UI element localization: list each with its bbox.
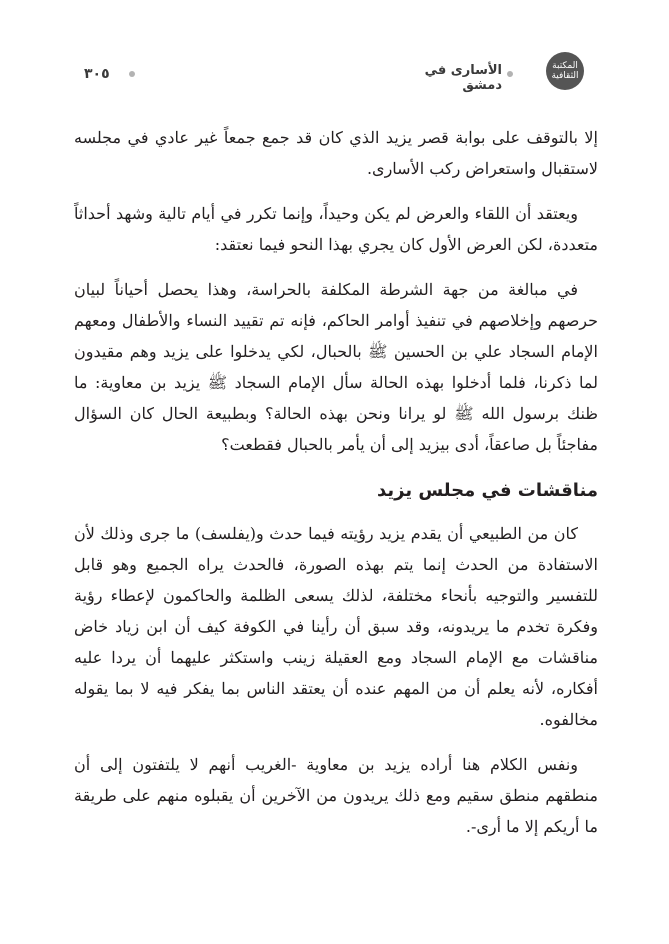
separator-dot	[507, 71, 513, 77]
paragraph: ونفس الكلام هنا أراده يزيد بن معاوية -الغريب أنهم لا يلتفتون إلى أن منطقهم منطق سقيم ومع ذلك يريدون من الآخرين أن يقبلوه منهم على طريقة ما أريكم إلا ما أرى-.	[74, 755, 598, 836]
page-number: ٣٠٥	[84, 66, 110, 82]
paragraph: في مبالغة من جهة الشرطة المكلفة بالحراسة، وهذا يحصل أحياناً لبيان حرصهم وإخلاصهم في تنفيذ أوامر الحاكم، فإنه تم تقييد النساء والأطفال ومعهم الإمام السجاد علي بن الحسين ﷺ بالحبال، لكي يدخلوا على يزيد وهم مقيدون لما ذكرنا، فلما أدخلوا بهذه الحالة سأل الإمام السجاد ﷺ يزيد بن معاوية: ما ظنك برسول الله ﷺ لو يرانا ونحن بهذه الحالة؟ وبطبيعة الحال كان السؤال مفاجئاً بل صاعقاً، أدى بيزيد إلى أن يأمر بالحبال فقطعت؟	[74, 280, 598, 454]
paragraph: إلا بالتوقف على بوابة قصر يزيد الذي كان قد جمع جمعاً غير عادي في مجلسه لاستقبال واستعراض ركب الأسارى.	[74, 128, 598, 178]
page-header	[72, 52, 609, 92]
section-heading: مناقشات في مجلس يزيد	[376, 480, 598, 501]
paragraph: ويعتقد أن اللقاء والعرض لم يكن وحيداً، وإنما تكرر في أيام تالية وشهد أحداثاً متعددة، لكن العرض الأول كان يجري بهذا النحو فيما نعتقد:	[74, 204, 598, 254]
separator-dot	[129, 71, 135, 77]
running-title: الأسارى في دمشق	[424, 63, 502, 93]
seal-icon	[546, 52, 584, 90]
emblem-text: المكتبة الثقافية	[551, 61, 579, 81]
paragraph: كان من الطبيعي أن يقدم يزيد رؤيته فيما حدث و(يفلسف) ما جرى وذلك لأن الاستفادة من الحدث إنما يتم بهذه الصورة، فالحدث يراه الجميع وهو قابل للتفسير والتوجيه بأنحاء مختلفة، لذلك يسعى الظلمة والحاكمون لإعطاء رؤية وفكرة تخدم ما يريدونه، وقد سبق أن رأينا في الكوفة كيف أن ابن زياد خاض مناقشات مع الإمام السجاد ومع العقيلة زينب واستكثر عليهما أن يردا عليه أفكاره، لأنه يعلم أن من المهم عنده أن يعتقد الناس بما يفكر فيه لا بما يقوله مخالفوه.	[74, 524, 598, 729]
page-body	[74, 122, 598, 842]
